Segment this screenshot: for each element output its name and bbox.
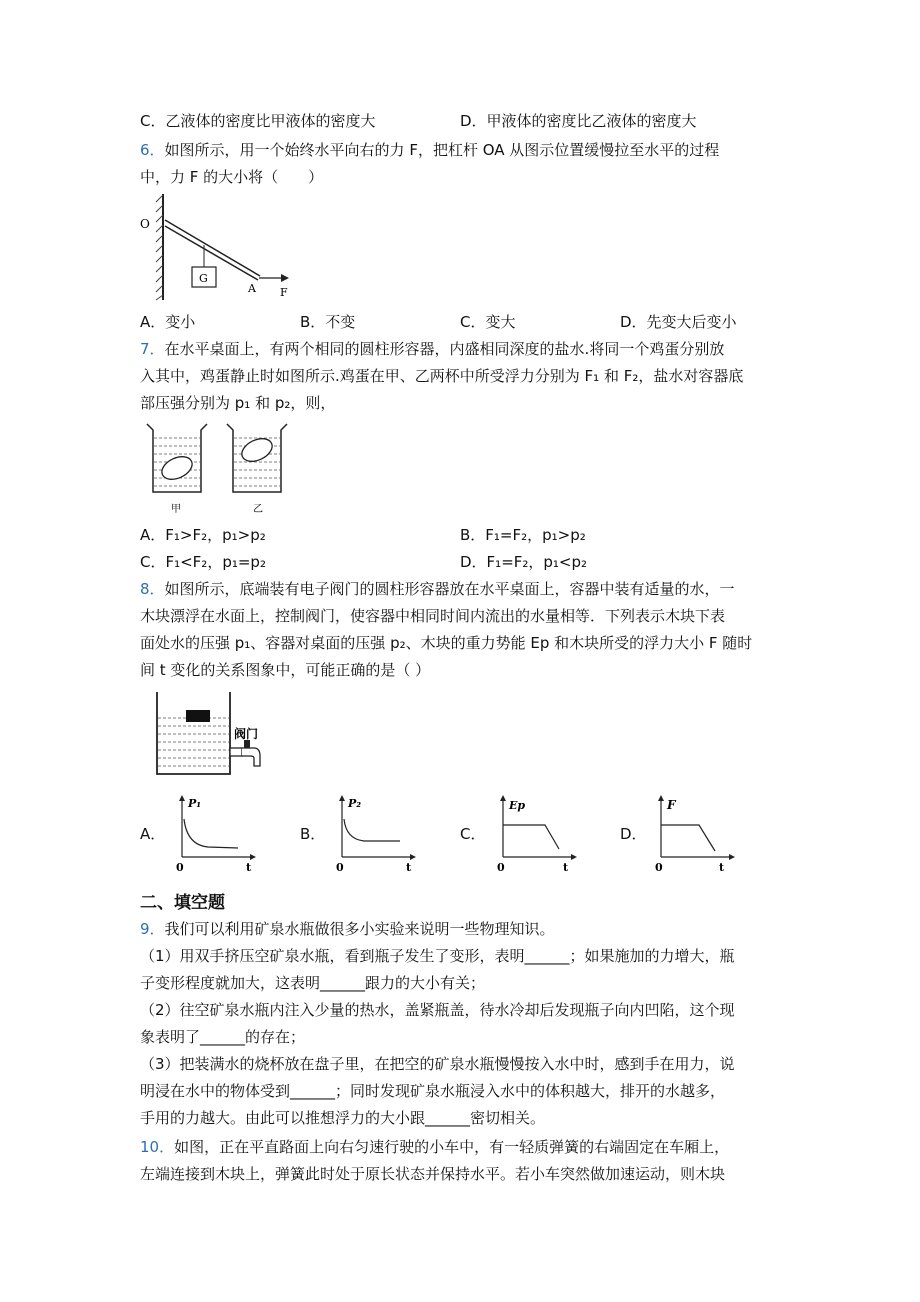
q10-number: 10． [140,1138,175,1156]
q8-graph-a-ylabel: P₁ [188,797,202,810]
q8-option-a: A． [140,825,166,843]
q9-line7: 明浸在水中的物体受到______；同时发现矿泉水瓶浸入水中的体积越大，排开的水越多， [140,1082,726,1100]
q8-option-c: C． [460,825,486,843]
q6-stem-line1: 6．如图所示，用一个始终水平向右的力 F，把杠杆 OA 从图示位置缓慢拉至水平的过程 [140,141,720,159]
q8-graph-d-xlabel: t [719,861,725,874]
q7-stem-line1: 7．在水平桌面上，有两个相同的圆柱形容器，内盛相同深度的盐水.将同一个鸡蛋分别放 [140,340,725,358]
q6-label-f: F [280,286,288,299]
q9-number: 9． [140,920,165,938]
q10-stem-line2: 左端连接到木块上，弹簧此时处于原长状态并保持水平。若小车突然做加速运动，则木块 [140,1165,726,1183]
q8-graph-d-ylabel: F [667,798,676,812]
q8-graph-a [172,793,258,875]
q8-graph-d-origin: 0 [655,861,663,874]
q6-label-o: O [140,217,150,231]
q7-option-a: A．F₁>F₂，p₁>p₂ [140,526,266,544]
q8-option-d: D． [620,825,647,843]
q6-option-d: D．先变大后变小 [620,313,737,331]
q8-graph-b-ylabel: P₂ [348,797,362,810]
q9-stem-line1: 9．我们可以利用矿泉水瓶做很多小实验来说明一些物理知识。 [140,920,555,938]
q6-lever-figure [138,192,298,304]
q8-stem-line2: 木块漂浮在水面上，控制阀门，使容器中相同时间内流出的水量相等．下列表示木块下表 [140,607,726,625]
q8-number: 8． [140,580,165,598]
q7-stem-line2: 入其中，鸡蛋静止时如图所示.鸡蛋在甲、乙两杯中所受浮力分别为 F₁ 和 F₂，盐水对容器底 [140,367,744,385]
q7-option-c: C．F₁<F₂，p₁=p₂ [140,553,266,571]
q6-number: 6． [140,141,165,159]
q8-graph-c [493,793,579,875]
q10-stem-line1: 10．如图，正在平直路面上向右匀速行驶的小车中，有一轻质弹簧的右端固定在车厢上， [140,1138,730,1156]
q7-option-b: B．F₁=F₂，p₁>p₂ [460,526,586,544]
q8-stem-line3: 面处水的压强 p₁、容器对桌面的压强 p₂、木块的重力势能 Ep 和木块所受的浮力大小 F 随时 [140,634,753,652]
q6-label-a: A [248,282,256,295]
q8-option-b: B． [300,825,326,843]
q8-graph-b-origin: 0 [336,861,344,874]
q8-graph-b-xlabel: t [406,861,412,874]
q8-graph-a-xlabel: t [246,861,252,874]
q9-line5: 象表明了______的存在； [140,1028,306,1046]
q8-graph-c-xlabel: t [563,861,569,874]
q8-graph-a-origin: 0 [176,861,184,874]
q9-line6: （3）把装满水的烧杯放在盘子里，在把空的矿泉水瓶慢慢按入水中时，感到手在用力，说 [140,1055,735,1073]
q9-line2: （1）用双手挤压空矿泉水瓶，看到瓶子发生了变形，表明______；如果施加的力增大，瓶 [140,947,735,965]
q8-graph-c-ylabel: Ep [509,799,526,812]
q6-option-b: B．不变 [300,313,356,331]
q6-label-g: G [199,272,208,285]
q7-number: 7． [140,340,165,358]
q8-graph-d [651,793,737,875]
q8-graph-b [332,793,418,875]
q8-valve-label: 阀门 [234,727,259,741]
q5-option-d: D．甲液体的密度比乙液体的密度大 [460,112,697,130]
section-title-fill-in: 二、填空题 [140,893,225,913]
q7-stem-line3: 部压强分别为 p₁ 和 p₂，则， [140,394,336,412]
q6-option-c: C．变大 [460,313,516,331]
q8-stem-line1: 8．如图所示，底端装有电子阀门的圆柱形容器放在水平桌面上，容器中装有适量的水，一 [140,580,735,598]
q5-option-c: C．乙液体的密度比甲液体的密度大 [140,112,376,130]
q8-container-figure [154,690,274,778]
q8-graph-c-origin: 0 [497,861,505,874]
q9-line8: 手用的力越大。由此可以推想浮力的大小跟______密切相关。 [140,1109,546,1127]
q7-label-yi: 乙 [253,504,263,515]
q7-label-jia: 甲 [171,504,181,515]
q6-option-a: A．变小 [140,313,196,331]
q9-line3: 子变形程度就加大，这表明______跟力的大小有关； [140,974,486,992]
q6-stem-line2: 中，力 F 的大小将（ ） [140,168,324,186]
q8-stem-line4: 间 t 变化的关系图象中，可能正确的是（ ） [140,661,431,679]
q9-line4: （2）往空矿泉水瓶内注入少量的热水，盖紧瓶盖，待水冷却后发现瓶子向内凹陷，这个现 [140,1001,735,1019]
q7-option-d: D．F₁=F₂，p₁<p₂ [460,553,588,571]
q7-beakers-figure [143,420,293,520]
